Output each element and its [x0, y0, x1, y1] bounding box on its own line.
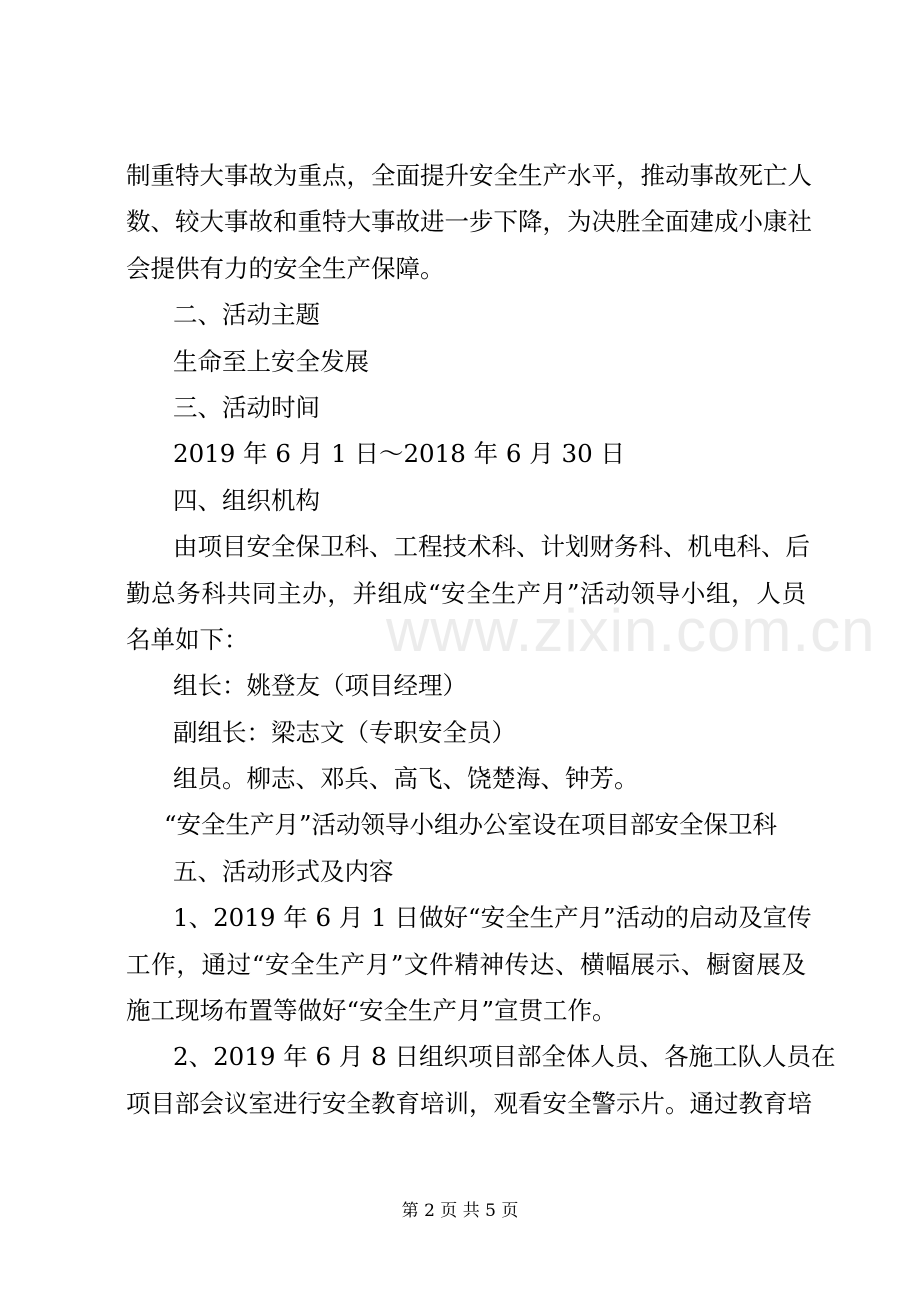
text-line-9: 由项目安全保卫科、工程技术科、计划财务科、机电科、后	[173, 532, 810, 562]
text-line-deputy-leader: 副组长：梁志文（专职安全员）	[173, 717, 516, 747]
text-line-11: 名单如下：	[126, 624, 249, 654]
watermark: www.zixin.com.cn	[386, 597, 876, 664]
text-line-19: 施工现场布置等做好“安全生产月”宣贯工作。	[126, 996, 617, 1026]
text-line-1: 制重特大事故为重点，全面提升安全生产水平，推动事故死亡人	[126, 161, 812, 190]
text-line-office: “安全生产月”活动领导小组办公室设在项目部安全保卫科	[164, 810, 778, 840]
section-heading-activities: 五、活动形式及内容	[173, 856, 394, 886]
text-line-21: 项目部会议室进行安全教育培训，观看安全警示片。通过教育培	[126, 1088, 812, 1118]
text-line-leader: 组长：姚登友（项目经理）	[173, 671, 467, 701]
text-line-20: 2、2019 年 6 月 8 日组织项目部全体人员、各施工队人员在	[173, 1042, 836, 1072]
document-body	[126, 153, 836, 1127]
text-line-members: 组员。柳志、邓兵、高飞、饶楚海、钟芳。	[173, 764, 639, 794]
text-line-3: 会提供有力的安全生产保障。	[126, 253, 445, 283]
text-line-17: 1、2019 年 6 月 1 日做好“安全生产月”活动的启动及宣传	[173, 903, 812, 933]
text-line-theme: 生命至上安全发展	[173, 346, 369, 376]
section-heading-organization: 四、组织机构	[173, 485, 320, 515]
text-line-18: 工作，通过“安全生产月”文件精神传达、横幅展示、橱窗展及	[126, 949, 806, 979]
text-line-10: 勤总务科共同主办，并组成“安全生产月”活动领导小组，人员	[126, 578, 806, 608]
section-heading-theme: 二、活动主题	[173, 300, 320, 330]
text-line-date-range: 2019 年 6 月 1 日～2018 年 6 月 30 日	[173, 439, 626, 469]
text-line-2: 数、较大事故和重特大事故进一步下降，为决胜全面建成小康社	[126, 207, 812, 237]
page-footer: 第 2 页 共 5 页	[401, 1201, 519, 1221]
section-heading-time: 三、活动时间	[173, 392, 320, 422]
